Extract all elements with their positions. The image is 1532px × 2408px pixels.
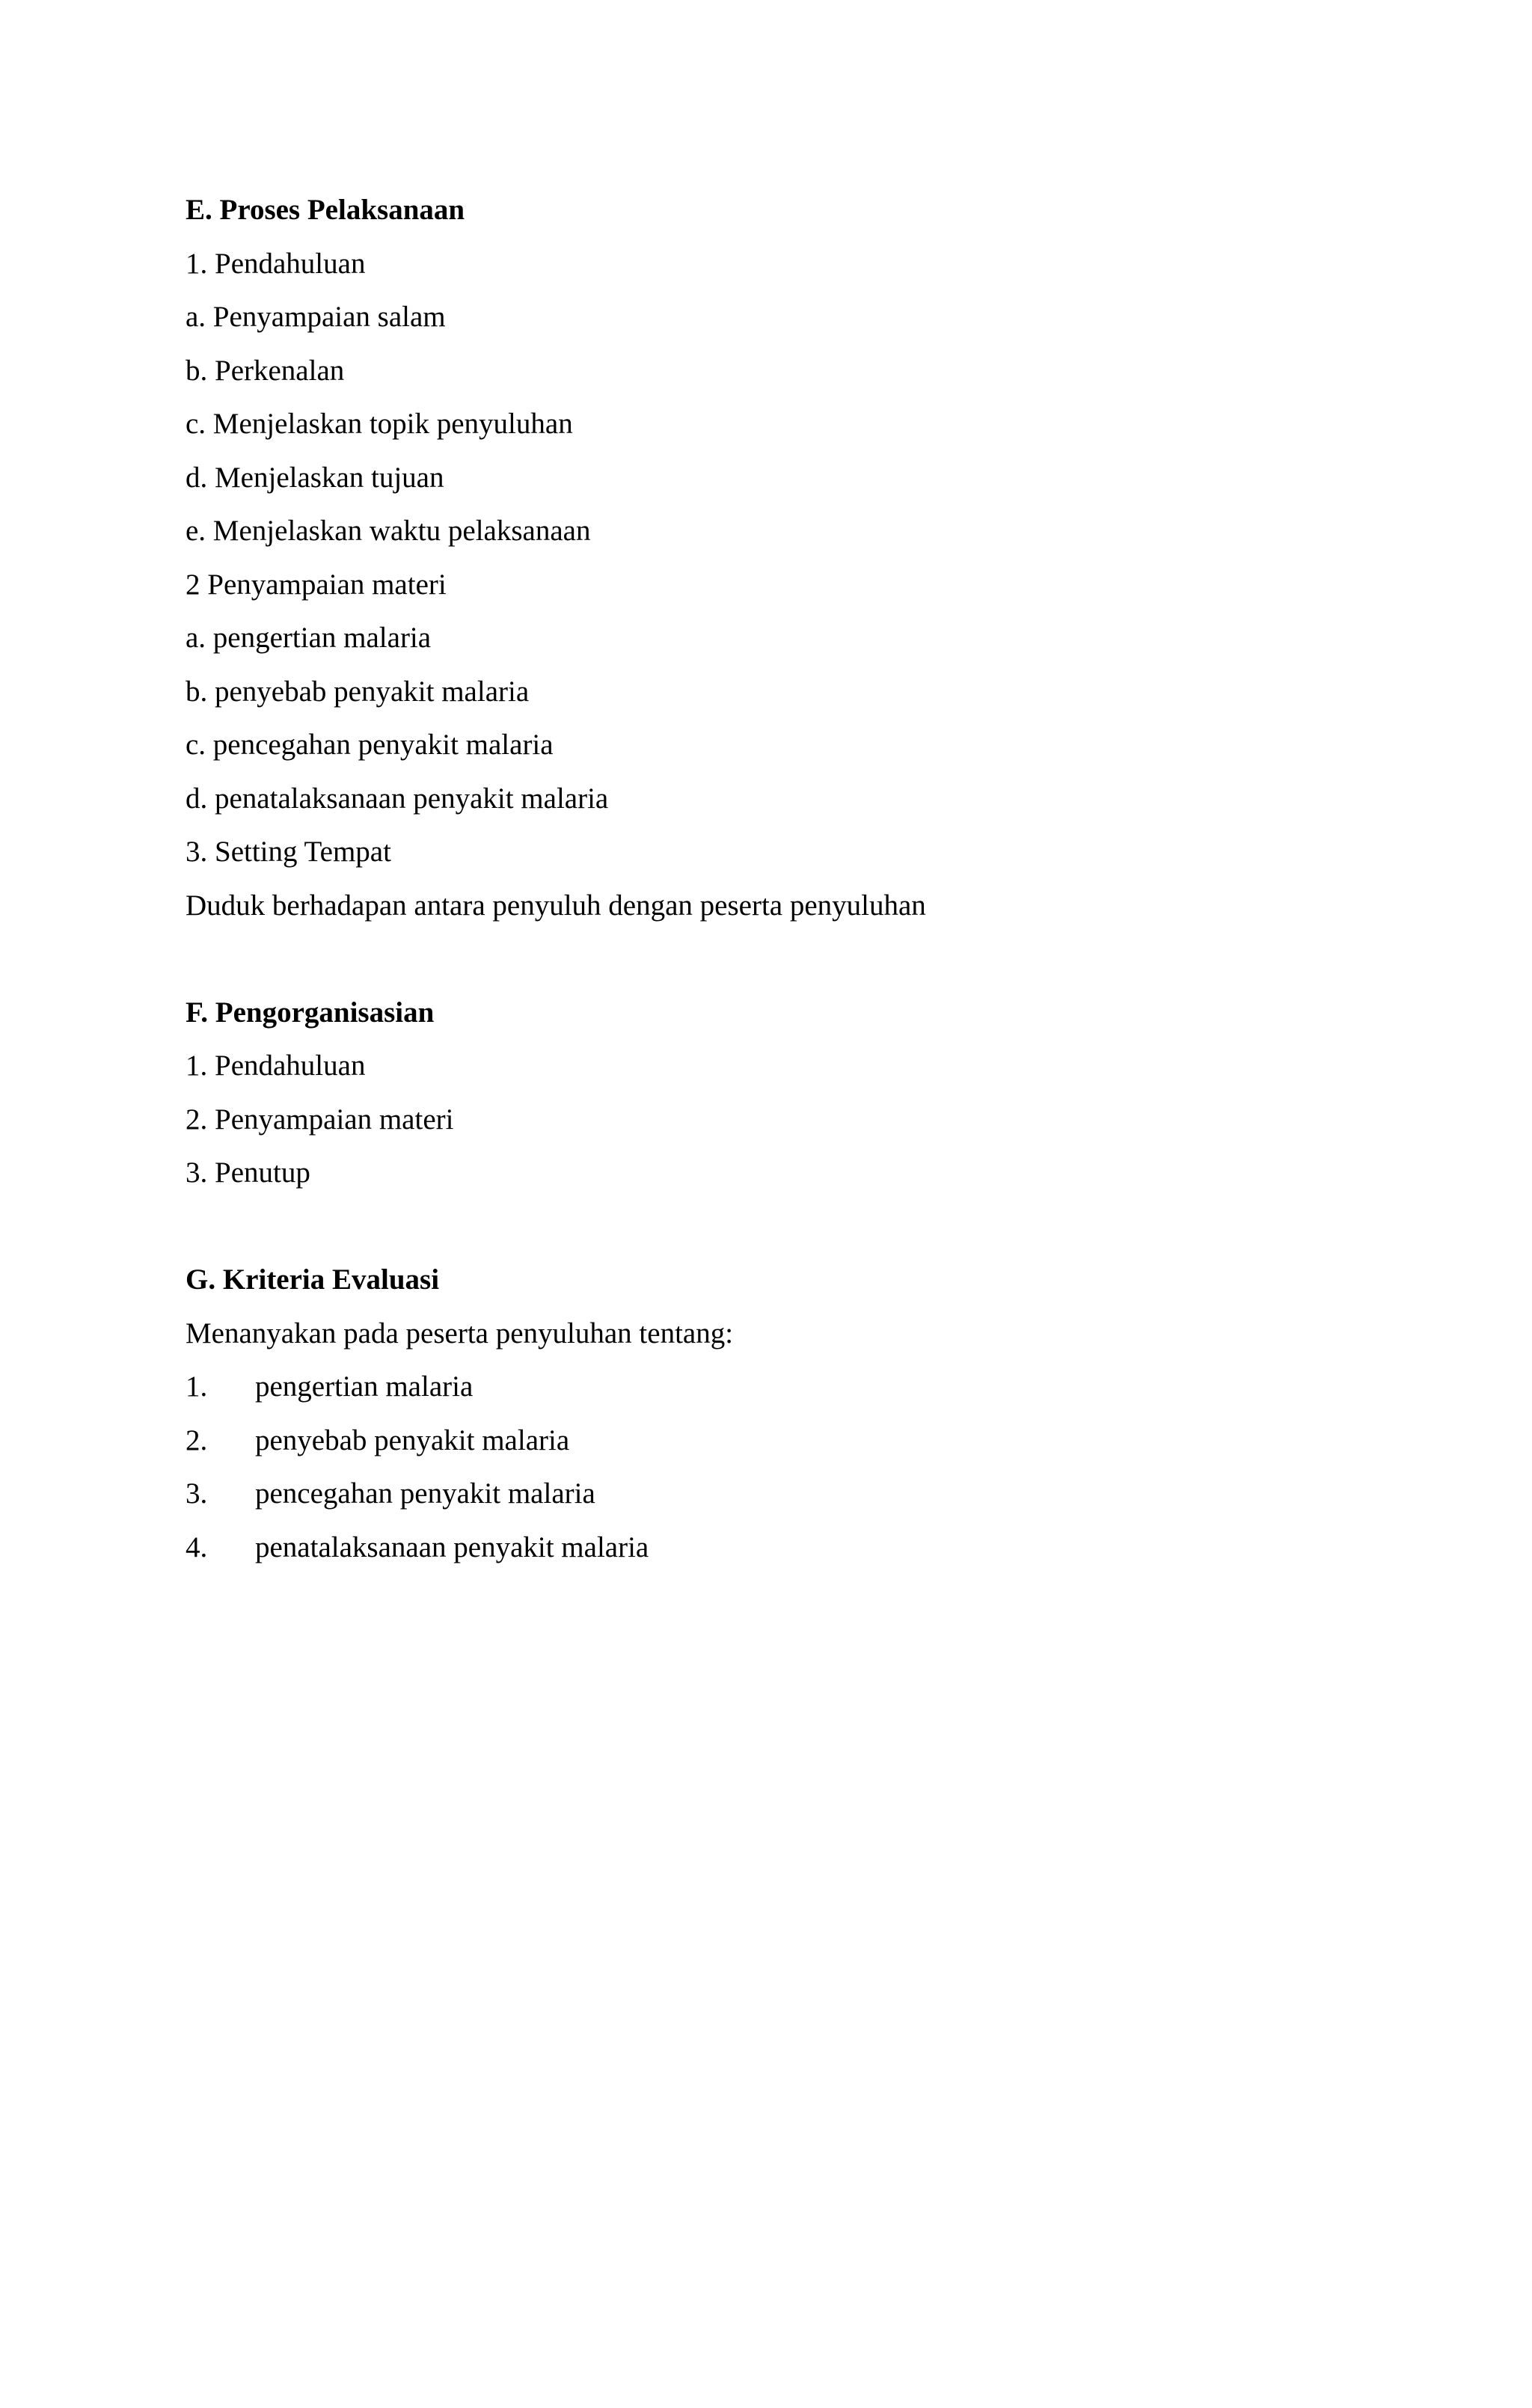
section-g-heading: G. Kriteria Evaluasi <box>186 1263 440 1296</box>
section-e-line: b. penyebab penyakit malaria <box>186 675 530 708</box>
document-content <box>186 183 1352 1574</box>
evaluation-list-item <box>186 1467 1352 1521</box>
section-e-line: 2 Penyampaian materi <box>186 568 447 601</box>
evaluation-list-item <box>186 1414 1352 1468</box>
section-spacer <box>186 932 1352 986</box>
section-spacer <box>186 1200 1352 1254</box>
evaluation-list-item <box>186 1360 1352 1414</box>
section-f-line: 1. Pendahuluan <box>186 1050 366 1082</box>
section-e-line: d. penatalaksanaan penyakit malaria <box>186 782 609 815</box>
section-e-line: 3. Setting Tempat <box>186 836 391 868</box>
list-item-number: 3. <box>186 1477 208 1510</box>
section-e-line: b. Perkenalan <box>186 354 345 387</box>
section-e-heading: E. Proses Pelaksanaan <box>186 194 465 226</box>
list-item-number: 1. <box>186 1370 208 1403</box>
evaluation-list-item <box>186 1521 1352 1575</box>
list-item-number: 4. <box>186 1531 208 1563</box>
section-f-line: 2. Penyampaian materi <box>186 1103 454 1136</box>
list-item-text: penatalaksanaan penyakit malaria <box>255 1531 649 1563</box>
list-item-text: pengertian malaria <box>255 1370 474 1403</box>
section-e-line: c. Menjelaskan topik penyuluhan <box>186 408 573 440</box>
section-e-line: 1. Pendahuluan <box>186 247 366 280</box>
section-f-heading: F. Pengorganisasian <box>186 996 435 1029</box>
section-e-line: a. Penyampaian salam <box>186 301 446 333</box>
list-item-text: pencegahan penyakit malaria <box>255 1477 595 1510</box>
section-e-line: a. pengertian malaria <box>186 622 432 654</box>
section-g-intro: Menanyakan pada peserta penyuluhan tentang: <box>186 1317 734 1349</box>
section-f-line: 3. Penutup <box>186 1156 310 1189</box>
section-e-line: e. Menjelaskan waktu pelaksanaan <box>186 515 591 547</box>
section-e-line: c. pencegahan penyakit malaria <box>186 729 554 761</box>
list-item-number: 2. <box>186 1424 208 1456</box>
section-e-line: Duduk berhadapan antara penyuluh dengan peserta penyuluhan <box>186 889 926 922</box>
section-e-line: d. Menjelaskan tujuan <box>186 461 444 494</box>
list-item-text: penyebab penyakit malaria <box>255 1424 570 1456</box>
